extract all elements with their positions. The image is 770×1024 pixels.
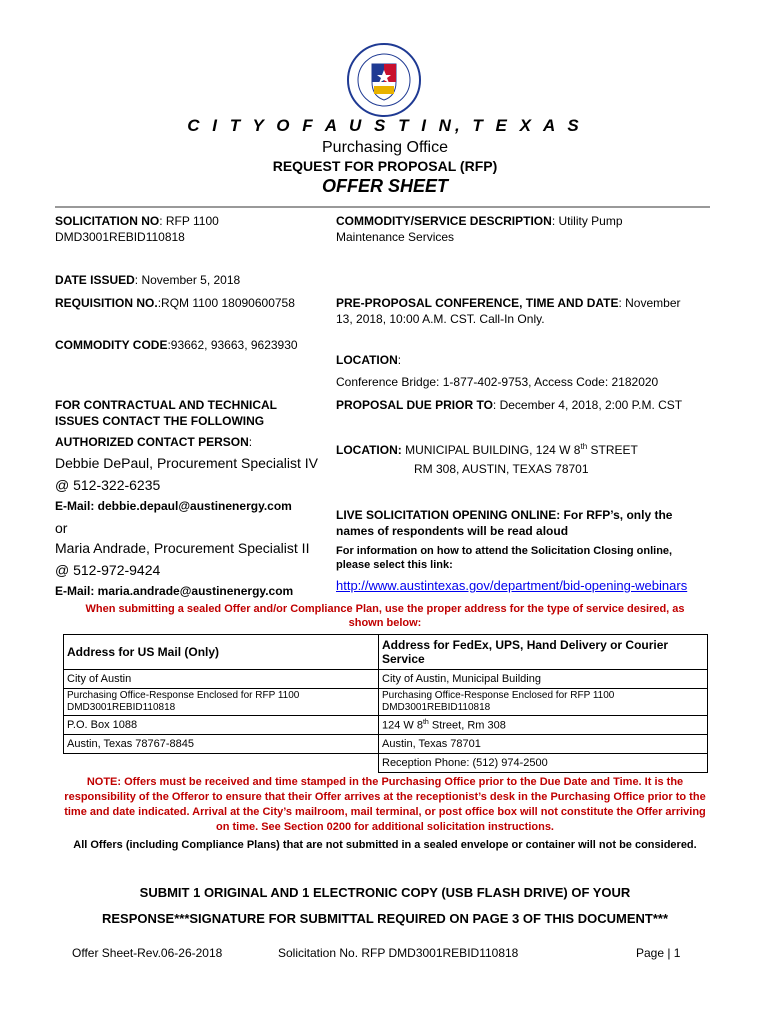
solicitation-value-2: DMD3001REBID110818 [55, 230, 185, 244]
address-notice [55, 602, 715, 630]
live-solicitation-opening [336, 507, 716, 539]
commodity-description [336, 213, 716, 245]
contact-colon: : [248, 435, 253, 449]
delivery-note: NOTE: Offers must be received and time stamped in the Purchasing Office prior to the Due Date and Time. It is the responsibility of the Offeror to ensure that their Offer arrives at the receptionist’s desk in the Purchasing Office prior to the time and date indicated. Arrival at the City’s mailroom, mail terminal, or post office box will not constitute the Offer arriving on time. See Section 0200 for additional solicitation instructions. [64, 776, 706, 833]
office-title: Purchasing Office [322, 139, 448, 156]
live-line-1: LIVE SOLICITATION OPENING ONLINE: For RFP’s, only the [336, 508, 673, 522]
table-row [64, 735, 708, 754]
table-row [64, 635, 708, 670]
contact-heading [55, 397, 277, 429]
reception-phone: Reception Phone: (512) 974-2500 [379, 754, 708, 773]
courier-purchasing-line-1: Purchasing Office-Response Enclosed for RFP 1100 [382, 690, 615, 701]
location2-value: MUNICIPAL BUILDING, 124 W 8 [401, 443, 581, 457]
location2-label: LOCATION: [336, 443, 402, 457]
table-row [64, 716, 708, 735]
all-offers-notice: All Offers (including Compliance Plans) that are not submitted in a sealed envelope or container will not be considered. [73, 839, 697, 851]
address-notice-line-1: When submitting a sealed Offer and/or Compliance Plan, use the proper address for the type of service desired, as [85, 603, 685, 615]
pre-proposal-conference [336, 295, 716, 327]
courier-purchasing-line-2: DMD3001REBID110818 [382, 702, 491, 713]
contact-person-1: Debbie DePaul, Procurement Specialist IV [55, 455, 319, 471]
commodity-code [55, 337, 298, 353]
info-line-1: For information on how to attend the Solicitation Closing online, [336, 545, 673, 557]
courier-city-state: Austin, Texas 78701 [379, 735, 708, 754]
us-mail-purchasing-line-2: DMD3001REBID110818 [67, 702, 176, 713]
requisition-label: REQUISITION NO. [55, 296, 158, 310]
courier-purchasing [379, 689, 708, 716]
or-text: or [55, 520, 68, 536]
solicitation-number [55, 213, 315, 245]
empty-cell [64, 754, 379, 773]
solicitation-info [336, 544, 716, 572]
preprop-value: : November [618, 296, 681, 310]
footer-revision: Offer Sheet-Rev.06-26-2018 [72, 946, 223, 960]
location-label: LOCATION [336, 353, 398, 367]
info-line-2: please select this link: [336, 559, 453, 571]
city-of-austin-seal [346, 42, 422, 118]
submit-line-1: SUBMIT 1 ORIGINAL AND 1 ELECTRONIC COPY (USB FLASH DRIVE) OF YOUR [139, 885, 631, 900]
us-mail-city: City of Austin [64, 670, 379, 689]
courier-street-th: th [422, 718, 429, 726]
contact-email-1: E-Mail: debbie.depaul@austinenergy.com [55, 499, 292, 513]
location-heading [336, 352, 401, 368]
due-value: : December 4, 2018, 2:00 P.M. CST [492, 398, 683, 412]
preprop-label: PRE-PROPOSAL CONFERENCE, TIME AND DATE [336, 296, 619, 310]
live-line-2: names of respondents will be read aloud [336, 524, 569, 538]
contact-line-1: FOR CONTRACTUAL AND TECHNICAL [55, 398, 277, 412]
due-label: PROPOSAL DUE PRIOR TO [336, 398, 493, 412]
table-row [64, 670, 708, 689]
contact-email-2: E-Mail: maria.andrade@austinenergy.com [55, 584, 294, 598]
submit-line-2: RESPONSE***SIGNATURE FOR SUBMITTAL REQUIRED ON PAGE 3 OF THIS DOCUMENT*** [101, 911, 669, 926]
us-mail-purchasing-line-1: Purchasing Office-Response Enclosed for RFP 1100 [67, 690, 300, 701]
contact-line-3: AUTHORIZED CONTACT PERSON [55, 435, 249, 449]
contact-line-2: ISSUES CONTACT THE FOLLOWING [55, 414, 265, 428]
courier-city: City of Austin, Municipal Building [379, 670, 708, 689]
header-divider [55, 206, 710, 208]
address-notice-line-2: shown below: [348, 617, 422, 629]
bid-opening-webinars-link[interactable]: http://www.austintexas.gov/department/bid-opening-webinars [336, 578, 688, 593]
proposal-due [336, 397, 682, 413]
contact-person-2: Maria Andrade, Procurement Specialist II [55, 540, 310, 556]
solicitation-value: : RFP 1100 [159, 214, 219, 228]
us-mail-header: Address for US Mail (Only) [64, 635, 379, 670]
conference-bridge: Conference Bridge: 1-877-402-9753, Access Code: 2182020 [336, 375, 659, 389]
contact-phone-1: @ 512-322-6235 [55, 477, 161, 493]
footer-solicitation: Solicitation No. RFP DMD3001REBID110818 [278, 946, 519, 960]
location-colon: : [397, 353, 402, 367]
us-mail-purchasing [64, 689, 379, 716]
commodity-code-label: COMMODITY CODE [55, 338, 168, 352]
table-row [64, 689, 708, 716]
commodity-desc-value-2: Maintenance Services [336, 230, 455, 244]
courier-street-number: 124 W 8 [382, 719, 423, 732]
preprop-value-2: 13, 2018, 10:00 A.M. CST. Call-In Only. [336, 312, 545, 326]
courier-street-rest: Street, Rm 308 [428, 719, 506, 732]
date-issued-label: DATE ISSUED [55, 273, 135, 287]
date-issued-value: : November 5, 2018 [134, 273, 241, 287]
courier-street [379, 716, 708, 735]
date-issued [55, 272, 240, 288]
commodity-desc-value: : Utility Pump [551, 214, 623, 228]
us-mail-po-box: P.O. Box 1088 [64, 716, 379, 735]
address-table [63, 634, 708, 773]
requisition-number [55, 295, 295, 311]
contact-line-3-wrap [55, 434, 252, 450]
footer-page-number: Page | 1 [636, 946, 681, 960]
us-mail-city-state: Austin, Texas 78767-8845 [64, 735, 379, 754]
location2-th: th [580, 442, 588, 451]
offer-sheet-title: OFFER SHEET [321, 176, 448, 196]
commodity-desc-label: COMMODITY/SERVICE DESCRIPTION [336, 214, 552, 228]
requisition-value: :RQM 1100 18090600758 [157, 296, 295, 310]
rfp-title: REQUEST FOR PROPOSAL (RFP) [272, 158, 498, 174]
commodity-code-value: :93662, 93663, 9623930 [167, 338, 298, 352]
location-2 [336, 439, 638, 458]
contact-phone-2: @ 512-972-9424 [55, 562, 161, 578]
submission-instructions [0, 880, 770, 932]
city-title: C I T Y O F A U S T I N, T E X A S [187, 116, 583, 135]
location2-street: STREET [587, 443, 638, 457]
solicitation-label: SOLICITATION NO [55, 214, 160, 228]
table-row [64, 754, 708, 773]
courier-header: Address for FedEx, UPS, Hand Delivery or Courier Service [379, 635, 708, 670]
location2-line-2: RM 308, AUSTIN, TEXAS 78701 [414, 462, 589, 476]
